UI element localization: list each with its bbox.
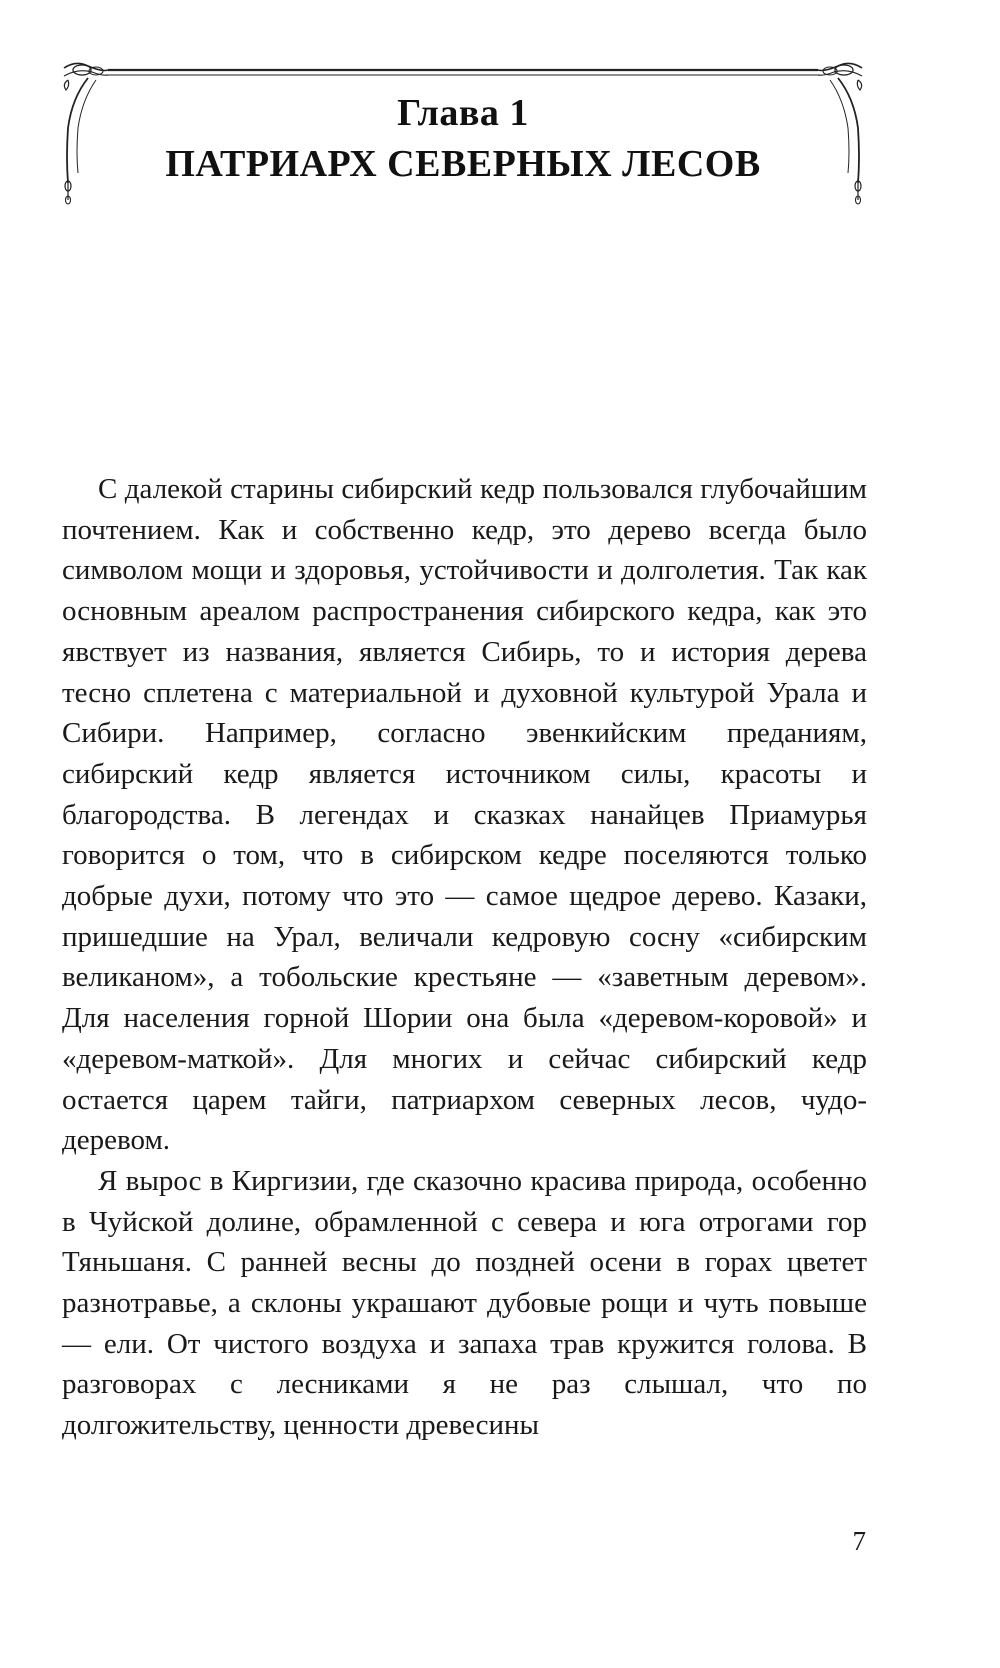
paragraph-1: С далекой старины сибирский кедр пользовался глубочайшим почтением. Как и собственно кедр, это дерево всегда было символом мощи и здоровья, устойчивости и долголетия. Так как основным ареалом распространения сибирского кедра, как это явствует из названия, является Сибирь, то и история дерева тесно сплетена с материальной и духовной культурой Урала и Сибири. Например, согласно эвенкийским преданиям, сибирский кедр является источником силы, красоты и благородства. В легендах и сказках нанайцев Приамурья говорится о том, что в сибирском кедре поселяются только добрые духи, потому что это — самое щедрое дерево. Казаки, пришедшие на Урал, величали кедровую сосну «сибирским великаном», а тобольские крестьяне — «заветным деревом». Для населения горной Шории она была «деревом-коровой» и «деревом-маткой». Для многих и сейчас сибирский кедр остается царем тайги, патриархом северных лесов, чудо-деревом. — [62, 473, 867, 1157]
chapter-number: Глава 1 — [397, 92, 529, 134]
page-number: 7 — [852, 1526, 866, 1556]
chapter-title: ПАТРИАРХ СЕВЕРНЫХ ЛЕСОВ — [165, 143, 761, 185]
chapter-body — [62, 469, 867, 1446]
paragraph-2: Я вырос в Киргизии, где сказочно красива природа, особенно в Чуйской долине, обрамленной с севера и юга отрогами гор Тяньшаня. С ранней весны до поздней осени в горах цветет разнотравье, а склоны украшают дубовые рощи и чуть повыше — ели. От чистого воздуха и запаха трав кружится голова. В разговорах с лесниками я не раз слышал, что по долгожительству, ценности древесины — [62, 1164, 867, 1442]
chapter-heading — [100, 88, 826, 190]
